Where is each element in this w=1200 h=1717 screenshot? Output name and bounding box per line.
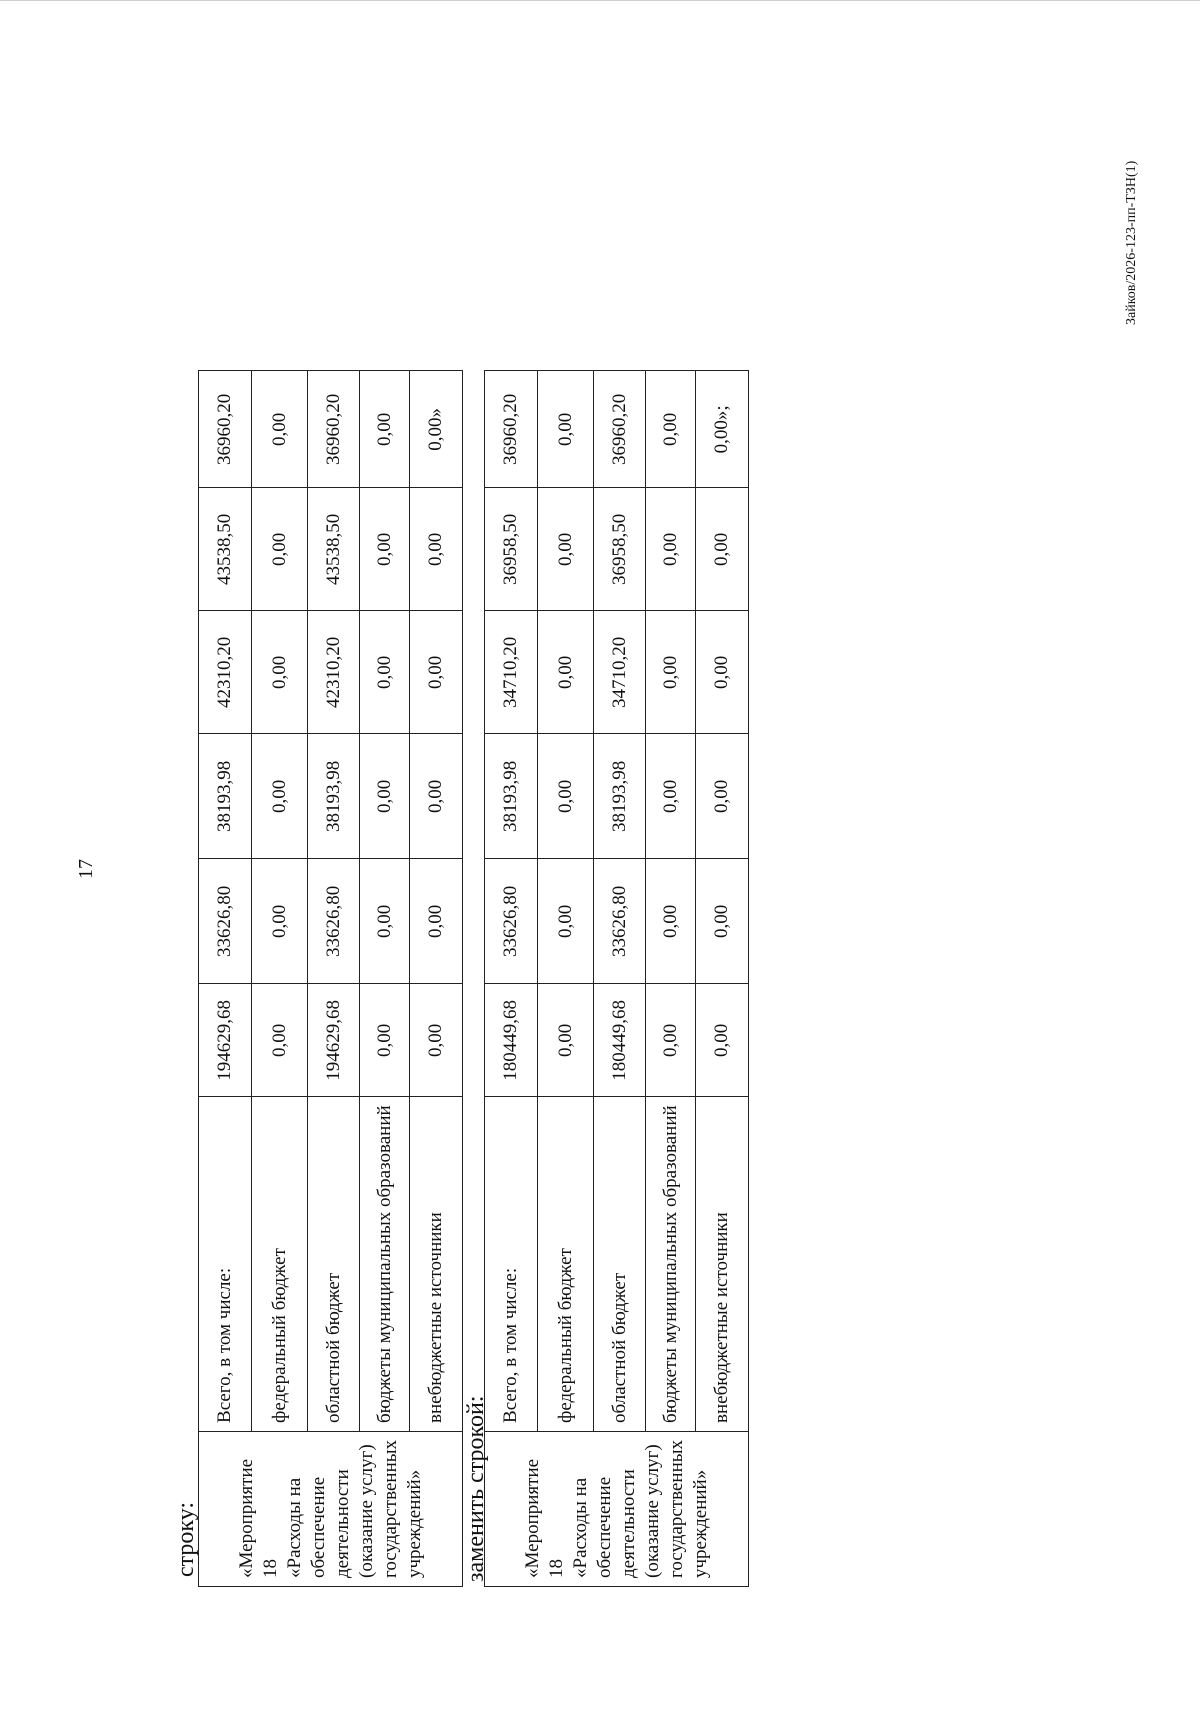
amount-cell: 33626,80 <box>594 859 646 984</box>
table-row <box>199 371 252 1587</box>
amount-cell: 0,00» <box>410 371 463 488</box>
amount-cell: 194629,68 <box>199 984 252 1097</box>
amount-cell: 0,00 <box>646 371 696 488</box>
funding-source-cell: Всего, в том числе: <box>485 1097 538 1432</box>
table-row <box>538 371 594 1587</box>
amount-cell: 0,00 <box>538 371 594 488</box>
amount-cell: 36958,50 <box>485 488 538 611</box>
amount-cell: 38193,98 <box>485 734 538 859</box>
amount-cell: 0,00 <box>360 734 410 859</box>
table-row <box>485 371 538 1587</box>
amount-cell: 0,00 <box>252 488 308 611</box>
amount-cell: 34710,20 <box>594 611 646 734</box>
table-row <box>594 371 646 1587</box>
amount-cell: 0,00 <box>252 734 308 859</box>
funding-source-cell: бюджеты муниципальных образований <box>360 1097 410 1432</box>
funding-source-cell: федеральный бюджет <box>538 1097 594 1432</box>
amount-cell: 34710,20 <box>485 611 538 734</box>
page-number: 17 <box>75 859 97 879</box>
document-code: Зайков/2026-123-пп-ТЗН(1) <box>1124 160 1139 325</box>
section-label-original: строку: <box>173 1501 199 1577</box>
amount-cell: 0,00 <box>696 859 749 984</box>
funding-source-cell: бюджеты муниципальных образований <box>646 1097 696 1432</box>
funding-source-cell: Всего, в том числе: <box>199 1097 252 1432</box>
amount-cell: 36960,20 <box>308 371 360 488</box>
funding-source-cell: внебюджетные источники <box>696 1097 749 1432</box>
amount-cell: 0,00 <box>696 488 749 611</box>
amount-cell: 36960,20 <box>485 371 538 488</box>
amount-cell: 43538,50 <box>308 488 360 611</box>
section-label-replacement: заменить строкой: <box>463 1395 489 1582</box>
amount-cell: 38193,98 <box>594 734 646 859</box>
amount-cell: 0,00 <box>538 734 594 859</box>
amount-cell: 0,00 <box>538 984 594 1097</box>
amount-cell: 0,00 <box>696 734 749 859</box>
table-row <box>252 371 308 1587</box>
amount-cell: 0,00 <box>410 859 463 984</box>
amount-cell: 36960,20 <box>199 371 252 488</box>
amount-cell: 0,00 <box>410 984 463 1097</box>
amount-cell: 0,00 <box>646 984 696 1097</box>
amount-cell: 0,00 <box>538 611 594 734</box>
amount-cell: 0,00 <box>410 734 463 859</box>
amount-cell: 0,00 <box>646 859 696 984</box>
amount-cell: 180449,68 <box>485 984 538 1097</box>
measure-name-cell: «Мероприятие 18 «Расходы на обеспечение деятельности (оказание услуг) государственных учреждений» <box>485 1431 749 1586</box>
amount-cell: 180449,68 <box>594 984 646 1097</box>
funding-source-cell: внебюджетные источники <box>410 1097 463 1432</box>
amount-cell: 43538,50 <box>199 488 252 611</box>
table-row <box>308 371 360 1587</box>
amount-cell: 0,00 <box>252 859 308 984</box>
amount-cell: 0,00 <box>252 371 308 488</box>
amount-cell: 33626,80 <box>308 859 360 984</box>
budget-table-original <box>198 370 463 1587</box>
funding-source-cell: федеральный бюджет <box>252 1097 308 1432</box>
amount-cell: 36960,20 <box>594 371 646 488</box>
amount-cell: 194629,68 <box>308 984 360 1097</box>
amount-cell: 0,00 <box>410 488 463 611</box>
amount-cell: 0,00 <box>410 611 463 734</box>
table-row <box>696 371 749 1587</box>
amount-cell: 0,00 <box>646 611 696 734</box>
amount-cell: 36958,50 <box>594 488 646 611</box>
amount-cell: 42310,20 <box>308 611 360 734</box>
amount-cell: 0,00 <box>360 611 410 734</box>
amount-cell: 0,00 <box>252 611 308 734</box>
table-row <box>646 371 696 1587</box>
amount-cell: 0,00 <box>538 859 594 984</box>
amount-cell: 0,00 <box>252 984 308 1097</box>
amount-cell: 0,00 <box>538 488 594 611</box>
amount-cell: 33626,80 <box>199 859 252 984</box>
funding-source-cell: областной бюджет <box>308 1097 360 1432</box>
amount-cell: 0,00 <box>696 984 749 1097</box>
amount-cell: 0,00»; <box>696 371 749 488</box>
amount-cell: 0,00 <box>360 984 410 1097</box>
budget-table-replacement <box>484 370 749 1587</box>
amount-cell: 0,00 <box>696 611 749 734</box>
amount-cell: 0,00 <box>360 371 410 488</box>
table-row <box>410 371 463 1587</box>
amount-cell: 0,00 <box>646 488 696 611</box>
table-row <box>360 371 410 1587</box>
amount-cell: 0,00 <box>646 734 696 859</box>
amount-cell: 38193,98 <box>308 734 360 859</box>
amount-cell: 0,00 <box>360 488 410 611</box>
amount-cell: 33626,80 <box>485 859 538 984</box>
measure-name-cell: «Мероприятие 18 «Расходы на обеспечение деятельности (оказание услуг) государственных учреждений» <box>199 1431 463 1586</box>
funding-source-cell: областной бюджет <box>594 1097 646 1432</box>
amount-cell: 0,00 <box>360 859 410 984</box>
amount-cell: 38193,98 <box>199 734 252 859</box>
amount-cell: 42310,20 <box>199 611 252 734</box>
